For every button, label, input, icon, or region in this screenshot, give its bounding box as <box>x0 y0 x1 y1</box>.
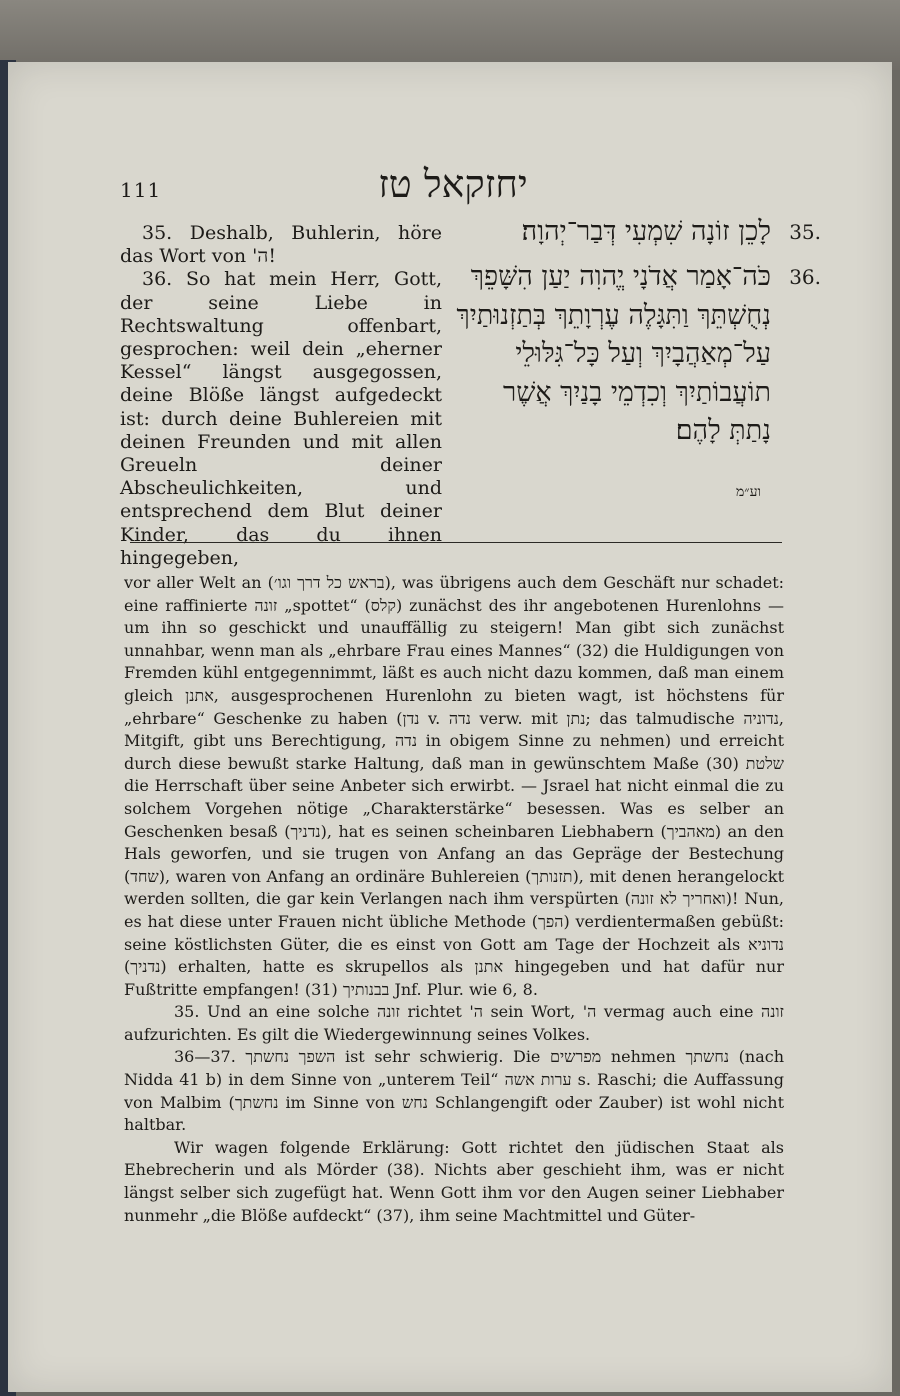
background-top <box>0 0 900 70</box>
commentary-section <box>124 572 784 1227</box>
commentary-paragraph-3: 36—37. השפך נחשתך ist sehr schwierig. Die מפרשים nehmen נחשתך (nach Nidda 41 b) in dem Sinne von „unterem Teil“ ערות אשה s. Raschi; die Auffassung von Malbim (נחשתך im Sinne von נחש Schlangengift oder Zauber) ist wohl nicht haltbar. <box>124 1047 785 1135</box>
marginal-note: וע״מ <box>736 484 762 500</box>
divider-rule <box>130 542 782 543</box>
commentary-paragraph-1: vor aller Welt an (בראש כל דרך וגו׳), was übrigens auch dem Geschäft nur schadet: eine raffinierte זונה „spottet“ (קלס) zunächst des ihr angebotenen Hurenlohns — um ihn so geschickt und unauffällig zu steigern! Man gibt sich zunächst unnahbar, wenn man als „ehrbare Frau eines Mannes“ (32) die Huldigungen von Fremden kühl entgegennimmt, läßt es auch nicht dazu kommen, daß man einem gleich אתנן, ausgesprochenen Hurenlohn zu bieten wagt, ist höchstens für „ehrbare“ Geschenke zu haben (נדן v. נדה verw. mit נתן; das talmudische נדוניה, Mitgift, gibt uns Berechtigung, נדה in obigem Sinne zu nehmen) und erreicht durch diese bewußt starke Haltung, daß man in gewünschtem Maße שלטת (30) die Herrschaft über seine Anbeter sich erwirbt. — Jsrael hat nicht einmal die zu solchem Vorgehen nötige „Charakterstärke“ besessen. Was es selber an Geschenken besaß (נדניך), hat es seinen scheinbaren Liebhabern (מאהביך) an den Hals geworfen, und sie trugen von Anfang an das Gepräge der Bestechung (שחד), waren von Anfang an ordinäre Buhlereien (תזנותך), mit denen herangelockt werden sollten, die gar kein Verlangen nach ihm verspürten (ואחריך לא זונה)! Nun, es hat diese unter Frauen nicht übliche Methode (הפך) verdientermaßen gebüßt: seine köstlichsten Güter, die es einst von Gott am Tage der Hochzeit als נדוניא (נדניך) erhalten, hatte es skrupellos als אתנן hingegeben und hat dafür nur Fußtritte empfangen! בבנותיך (31) Jnf. Plur. wie 6, 8. <box>124 573 785 999</box>
page-title: יחזקאל טז <box>378 162 528 206</box>
hebrew-verse-number-35: 35. <box>789 220 821 244</box>
german-translation-column <box>120 222 442 570</box>
german-verse-35: 35. Deshalb, Buhlerin, höre das Wort von 'ה! <box>120 222 442 268</box>
hebrew-verse-35-text: לָכֵן זוֹנָה שִׁמְעִי דְּבַר־יְהוָה׃ <box>521 216 771 247</box>
commentary-paragraph-4: Wir wagen folgende Erklärung: Gott richtet den jüdischen Staat als Ehebrecherin und als Mörder (38). Nichts aber geschieht ihm, was er nicht längst selber sich zugefügt hat. Wenn Gott ihm vor den Augen seiner Liebhaber nunmehr „die Blöße aufdeckt“ (37), ihm seine Machtmittel und Güter- <box>124 1137 784 1225</box>
hebrew-verse-36-text: כֹּה־אָמַר אֲדֹנָי יֱהוִה יַעַן הִשָּׁפֵךְ נְחֻשְׁתֵּךְ וַתִּגָּלֶה עֶרְוָתֵךְ בְּתַזְנוּתַיִךְ עַל־מְאַהֲבָיִךְ וְעַל כָּל־גִּלּוּלֵי תוֹעֲבוֹתַיִךְ וְכִדְמֵי בָנַיִךְ אֲשֶׁר נָתַתְּ לָהֶם׃ <box>456 261 771 446</box>
hebrew-verse-36 <box>453 258 821 451</box>
commentary-paragraph-2: 35. Und an eine solche זונה richtet 'ה sein Wort, 'ה vermag auch eine זונה aufzurichten. Es gilt die Wiedergewinnung seines Volkes. <box>124 1002 784 1044</box>
page-number: 111 <box>120 178 162 202</box>
book-page <box>8 62 892 1392</box>
hebrew-verse-35 <box>453 212 821 252</box>
german-verse-36: 36. So hat mein Herr, Gott, der seine Liebe in Rechtswaltung offenbart, gesprochen: weil dein „eherner Kessel“ längst ausgegossen, deine Blöße längst aufgedeckt ist: durch deine Buhlereien mit deinen Freunden und mit allen Greueln deiner Abscheulichkeiten, und entsprechend dem Blut deiner Kinder, das du ihnen hingegeben, <box>120 268 442 569</box>
hebrew-verse-number-36: 36. <box>789 265 821 289</box>
hebrew-text-column <box>453 212 821 451</box>
